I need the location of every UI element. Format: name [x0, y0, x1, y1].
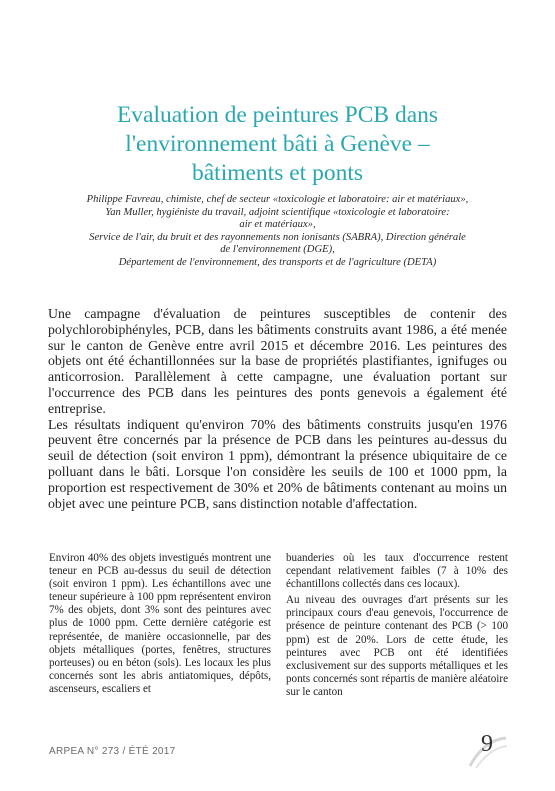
author-line: Philippe Favreau, chimiste, chef de secteur «toxicologie et laboratoire: air et matériaux», [86, 194, 469, 205]
issue-reference: ARPEA N° 273 / ÉTÉ 2017 [49, 746, 176, 757]
title-line: l'environnement bâti à Genève – [125, 131, 430, 157]
body-paragraph: Environ 40% des objets investigués montrent une teneur en PCB au-dessus du seuil de détection (soit environ 1 ppm). Les échantillons avec une teneur supérieure à 100 ppm représentent environ 7% des objets, dont 3% sont des peintures avec plus de 1000 ppm. Cette dernière catégorie est représentée, de manière occasionnelle, par des objets métalliques (portes, fenêtres, structures porteuses) ou en béton (sols). Les locaux les plus concernés sont les abris antiatomiques, dépôts, ascenseurs, escaliers et [49, 552, 271, 695]
body-paragraph: buanderies où les taux d'occurrence restent cependant relativement faibles (7 à 10% des échantillons collectés dans ces locaux). [286, 552, 508, 591]
page-number: 9 [481, 731, 493, 757]
lead-paragraph: Une campagne d'évaluation de peintures susceptibles de contenir des polychlorobiphényles, PCB, dans les bâtiments construits avant 1986, a été menée sur le canton de Genève entre avril 2015 et décembre 2016. Les peintures des objets ont été échantillonnées sur la base de propriétés plastifiantes, ignifuges ou anticorrosion. Parallèlement à cette campagne, une évaluation portant sur l'occurrence des PCB dans les peintures des ponts genevois a également été entreprise. [48, 306, 507, 416]
body-paragraph: Au niveau des ouvrages d'art présents sur les principaux cours d'eau genevois, l'occurrence de présence de peinture contenant des PCB (> 100 ppm) est de 20%. Lors de cette étude, les peintures avec PCB ont été identifiées exclusivement sur des supports métalliques et les ponts concernés sont répartis de manière aléatoire sur le canton [286, 594, 508, 698]
title-line: Evaluation de peintures PCB dans [116, 102, 439, 128]
author-line: Yan Muller, hygiéniste du travail, adjoint scientifique «toxicologie et laboratoire: [105, 206, 450, 218]
body-column-left [49, 552, 271, 699]
author-block [40, 194, 515, 270]
title-line: bâtiments et ponts [191, 160, 363, 186]
author-line: de l'environnement (DGE), [220, 244, 335, 256]
lead-paragraph: Les résultats indiquent qu'environ 70% des bâtiments construits jusqu'en 1976 peuvent être concernés par la présence de PCB dans les peintures au-dessus du seuil de détection (soit environ 1 ppm), démontrant la présence ubiquitaire de ce polluant dans le bâti. Lorsque l'on considère les seuils de 100 et 1000 ppm, la proportion est respectivement de 30% et 20% de bâtiments contenant au moins un objet avec une peinture PCB, sans distinction notable d'affectation. [48, 416, 507, 511]
author-line: air et matériaux», [239, 219, 316, 231]
author-line: Service de l'air, du bruit et des rayonnements non ionisants (SABRA), Direction générale [89, 231, 466, 243]
article-title [30, 101, 525, 188]
author-line: Département de l'environnement, des transports et de l'agriculture (DETA) [118, 256, 437, 268]
lead-abstract [48, 306, 507, 511]
body-column-right [286, 552, 508, 702]
